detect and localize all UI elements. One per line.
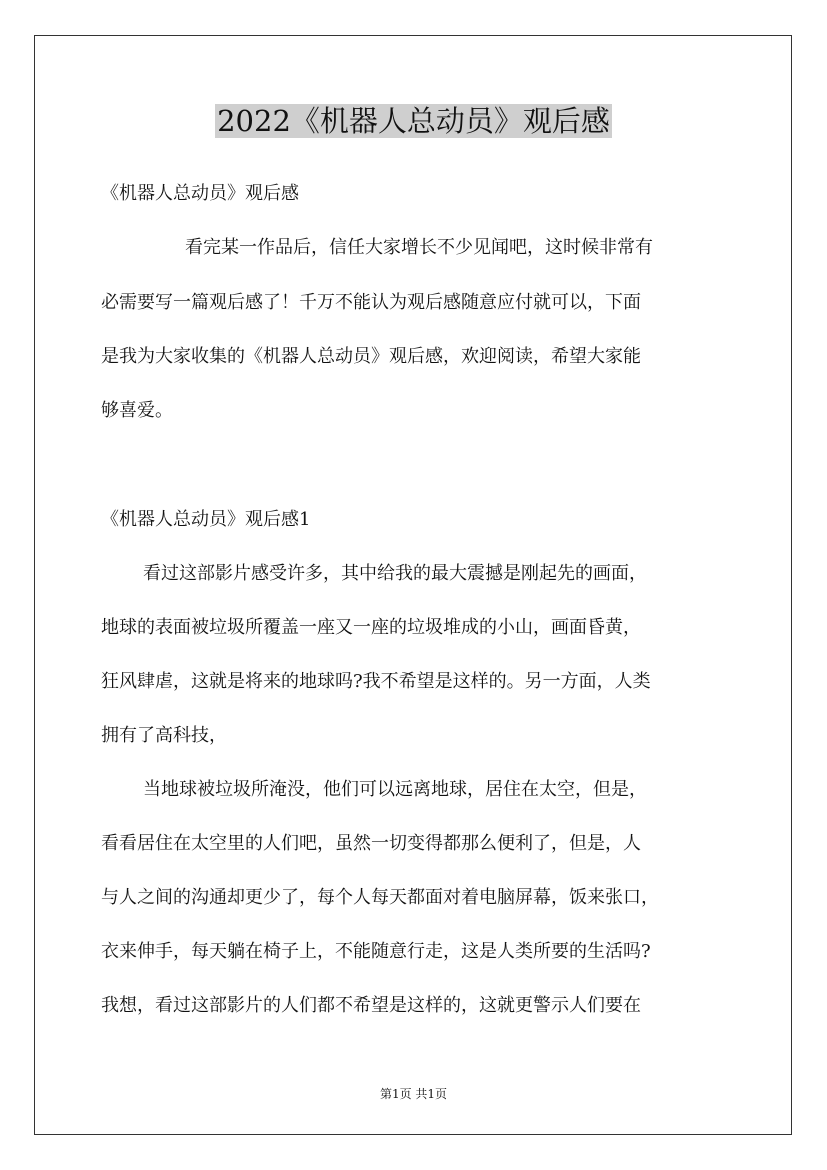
intro-line: 够喜爱。 [101,400,173,421]
document-title: 2022《机器人总动员》观后感 [217,104,610,138]
body-line: 狂风肆虐，这就是将来的地球吗?我不希望是这样的。另一方面，人类 [101,671,651,692]
page-footer: 第1页 共1页 [379,1087,448,1101]
section-heading: 《机器人总动员》观后感1 [101,509,311,530]
subtitle: 《机器人总动员》观后感 [101,183,299,204]
body-line: 当地球被垃圾所淹没，他们可以远离地球，居住在太空，但是， [143,779,647,800]
intro-line: 必需要写一篇观后感了！千万不能认为观后感随意应付就可以，下面 [101,292,641,313]
body-line: 看看居住在太空里的人们吧，虽然一切变得都那么便利了，但是，人 [101,833,641,854]
body-line: 我想，看过这部影片的人们都不希望是这样的，这就更警示人们要在 [101,995,641,1016]
intro-line: 是我为大家收集的《机器人总动员》观后感，欢迎阅读，希望大家能 [101,346,641,367]
document-title-wrap [0,100,827,142]
body-line: 地球的表面被垃圾所覆盖一座又一座的垃圾堆成的小山，画面昏黄， [101,617,641,638]
intro-line: 看完某一作品后，信任大家增长不少见闻吧，这时候非常有 [185,237,653,258]
body-line: 拥有了高科技， [101,725,227,746]
body-line: 看过这部影片感受许多，其中给我的最大震撼是刚起先的画面， [143,563,647,584]
body-line: 衣来伸手，每天躺在椅子上，不能随意行走，这是人类所要的生活吗? [101,941,651,962]
body-line: 与人之间的沟通却更少了，每个人每天都面对着电脑屏幕，饭来张口， [101,887,659,908]
